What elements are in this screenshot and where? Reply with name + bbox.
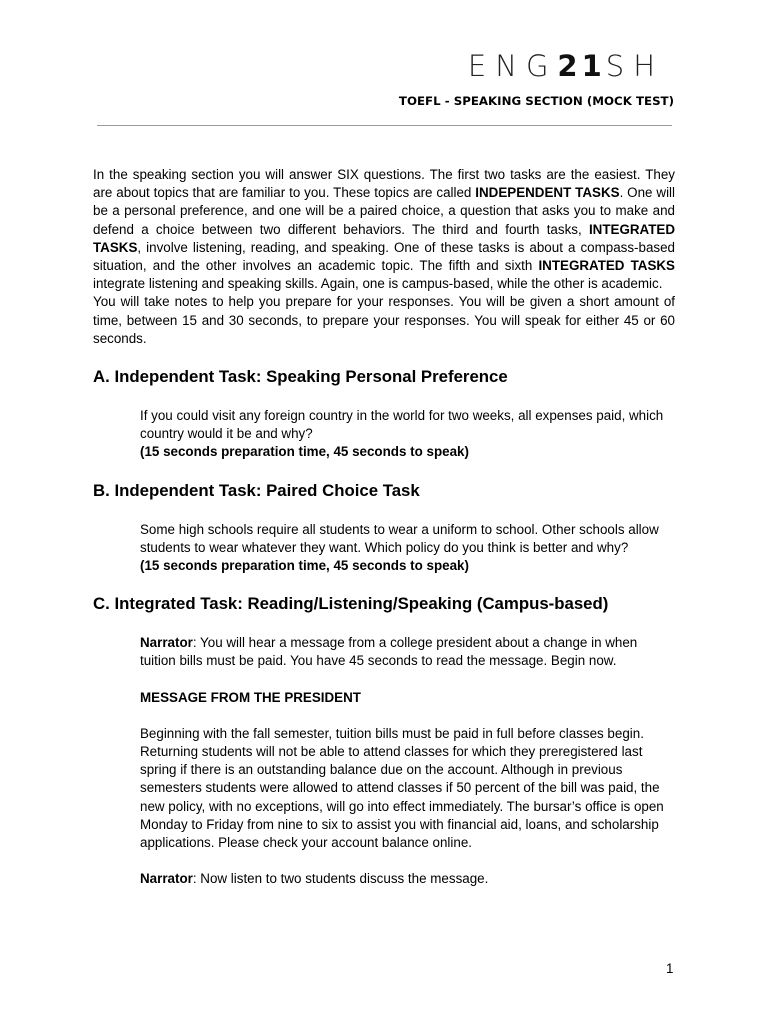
emphasis-integrated-tasks: INTEGRATED TASKS (538, 258, 675, 274)
brand-logo (467, 49, 664, 83)
logo-text-start: ENG (467, 49, 558, 83)
emphasis-independent-tasks: INDEPENDENT TASKS (475, 185, 620, 201)
section-c-heading: C. Integrated Task: Reading/Listening/Speaking (Campus-based) (93, 594, 609, 614)
narrator-instruction-1: Narrator: You will hear a message from a college president about a change in when tuition bills must be paid. You have 45 seconds to read the message. Begin now. (140, 635, 638, 669)
section-b-body (93, 521, 675, 576)
section-a-heading: A. Independent Task: Speaking Personal Preference (93, 367, 508, 387)
section-a-timing-note: (15 seconds preparation time, 45 seconds to speak) (140, 444, 469, 460)
section-b-heading: B. Independent Task: Paired Choice Task (93, 480, 420, 500)
narrator-label: Narrator (140, 635, 193, 651)
logo-text-highlight: 21 (557, 49, 606, 83)
section-a-question: If you could visit any foreign country in the world for two weeks, all expenses paid, which country would it be and why? (140, 408, 664, 442)
section-a-body (93, 407, 675, 462)
narrator-instruction-2: Narrator: Now listen to two students discuss the message. (140, 871, 489, 887)
emphasis-integrated-tasks: INTEGRATED TASKS (93, 221, 675, 255)
page-number: 1 (666, 961, 674, 976)
narrator-label: Narrator (140, 871, 193, 887)
message-title: MESSAGE FROM THE PRESIDENT (140, 689, 361, 705)
header-divider (97, 125, 672, 126)
intro-paragraph-1: In the speaking section you will answer SIX questions. The first two tasks are the easiest. They are about topics that are familiar to you. These topics are called INDEPENDENT TASKS. One will be a personal preference, and one will be a paired choice, a question that asks you to make and defend a choice between two different behaviors. The third and fourth tasks, INTEGRATED TASKS, involve listening, reading, and speaking. One of these tasks is about a compass-based situation, and the other involves an academic topic. The fifth and sixth INTEGRATED TASKS integrate listening and speaking skills. Again, one is campus-based, while the other is academic. (93, 167, 675, 292)
intro-section (93, 166, 675, 348)
document-body (93, 166, 675, 888)
section-c-body (93, 634, 675, 888)
section-b-timing-note: (15 seconds preparation time, 45 seconds to speak) (140, 558, 469, 574)
logo-text-end: SH (605, 49, 664, 83)
section-b-question: Some high schools require all students to wear a uniform to school. Other schools allow students to wear whatever they want. Which policy do you think is better and why? (140, 521, 659, 555)
message-body: Beginning with the fall semester, tuition bills must be paid in full before classes begin. Returning students will not be able to attend classes for which they preregistered last spring if there is an outstanding balance due on the account. Although in previous semesters students were allowed to attend classes if 50 percent of the bill was paid, the new policy, with no exceptions, will go into effect immediately. The bursar’s office is open Monday to Friday from nine to six to assist you with financial aid, loans, and scholarship applications. Please check your account balance online. (140, 725, 664, 851)
document-subtitle: TOEFL - SPEAKING SECTION (MOCK TEST) (398, 94, 674, 108)
intro-paragraph-2: You will take notes to help you prepare for your responses. You will be given a short amount of time, between 15 and 30 seconds, to prepare your responses. You will speak for either 45 or 60 seconds. (93, 294, 675, 346)
